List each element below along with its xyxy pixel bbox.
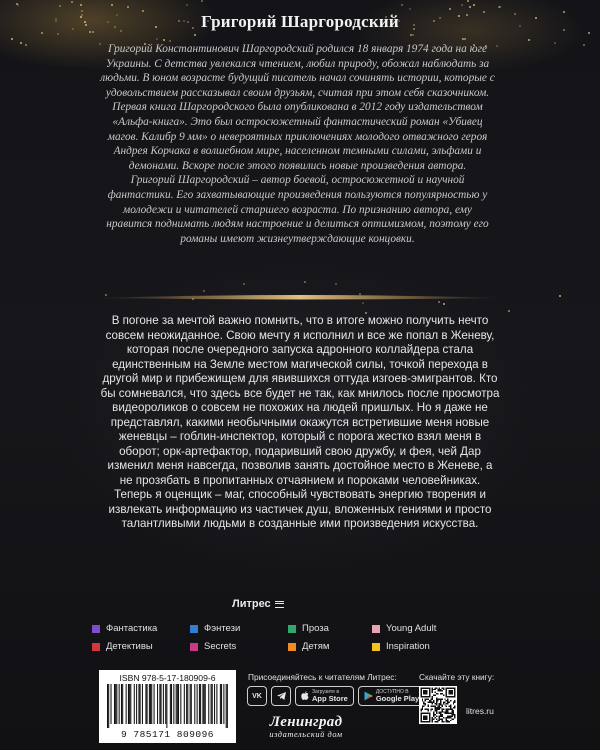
sparkle — [464, 38, 466, 40]
genre-item — [92, 623, 190, 634]
sparkle — [16, 3, 18, 5]
barcode-bar — [178, 684, 179, 724]
isbn-label: ISBN 978-5-17-180909-6 — [119, 673, 216, 683]
join-text: Присоединяйтесь к читателям Литрес: — [248, 672, 397, 682]
barcode-bar — [176, 684, 177, 724]
sparkle — [461, 4, 463, 6]
barcode-number: 9 785171 809096 — [120, 729, 214, 740]
genre-label: Secrets — [204, 641, 237, 652]
genre-item — [372, 623, 472, 634]
genre-label: Фэнтези — [204, 623, 241, 634]
sparkle — [156, 38, 158, 40]
apple-icon — [301, 691, 309, 701]
sparkle — [499, 6, 501, 8]
barcode-bar — [220, 684, 221, 724]
sparkle — [528, 39, 530, 41]
barcode-bar — [114, 684, 115, 724]
genre-swatch — [92, 643, 100, 651]
barcode-bar — [128, 684, 129, 724]
bio-paragraph: Григорий Константинович Шаргородский родился 18 января 1974 года на юге Украины. С детства увлекался чтением, любил природу, обожал наблюдать за людьми. В юном возрасте будущий писатель начал сочинять истории, которые с удовольствием рассказывал своим друзьям, считая при этом себя сказочником. — [100, 43, 495, 99]
bio-paragraph: Григорий Шаргородский – автор боевой, остросюжетной и научной фантастики. Его захватывающие произведения пользуются популярностью у молодежи и читателей старшего возраста. По признанию автора, ему нравится поднимать людям настроение и делиться оптимизмом, поэтому его романы имеют жизнеутверждающие концовки. — [106, 174, 489, 245]
barcode-bar — [119, 684, 120, 724]
publisher-logo — [251, 714, 361, 739]
genre-legend — [92, 623, 492, 652]
genre-item — [288, 623, 372, 634]
genre-swatch — [288, 625, 296, 633]
sparkle — [409, 8, 411, 10]
sparkle — [201, 0, 203, 2]
barcode-bar — [205, 684, 206, 724]
author-title: Григорий Шаргородский — [201, 12, 399, 31]
sparkle — [583, 44, 585, 46]
genre-item — [372, 641, 472, 652]
barcode-bar — [161, 684, 162, 724]
genre-swatch — [372, 643, 380, 651]
barcode-bar — [136, 684, 137, 724]
sparkle — [412, 34, 414, 36]
barcode-bar — [197, 684, 198, 724]
barcode-bar — [200, 684, 201, 724]
barcode-bar — [226, 684, 227, 728]
bio-paragraph: Первая книга Шаргородского была опубликована в 2012 году издательством «Альфа-книга». Это был остросюжетный фантастический роман «Убивец магов. Калибр 9 мм» о невероятных приключениях молодого отважного героя Андрея Корчака в волшебном мире, населенном темными силами, эльфами и демонами. Вскоре после этого появились новые произведения автора. — [107, 101, 488, 172]
barcode-bar — [204, 684, 205, 724]
barcode-bar — [121, 684, 122, 724]
vk-icon[interactable]: VK — [247, 686, 267, 706]
sparkle — [11, 38, 13, 40]
barcode-bar — [151, 684, 152, 724]
sparkle — [467, 0, 469, 2]
barcode-bar — [150, 684, 151, 724]
sparkle — [127, 6, 129, 8]
sparkle — [335, 283, 337, 285]
sparkle — [17, 4, 19, 6]
genre-item — [92, 641, 190, 652]
barcode-bar — [126, 684, 127, 724]
sparkle — [111, 4, 113, 6]
barcode-bar — [202, 684, 203, 724]
genre-swatch — [288, 643, 296, 651]
genre-item — [190, 623, 288, 634]
sparkle — [243, 283, 245, 285]
genre-swatch — [190, 643, 198, 651]
author-bio — [100, 42, 495, 246]
appstore-small: Загрузите в — [312, 689, 339, 695]
app-store-badge[interactable] — [295, 686, 354, 706]
barcode-bar — [147, 684, 148, 724]
barcode-bar — [116, 684, 117, 724]
sparkle — [473, 4, 475, 6]
sparkle — [508, 310, 510, 312]
sparkle — [462, 38, 464, 40]
sparkle — [401, 4, 403, 6]
barcode-bar — [171, 684, 172, 724]
sparkle — [163, 39, 165, 41]
sparkle — [20, 42, 22, 44]
barcode-bar — [223, 684, 224, 724]
barcode-bar — [191, 684, 192, 724]
barcode-bar — [177, 684, 178, 724]
barcode-bar — [221, 684, 222, 724]
sparkle — [80, 4, 82, 6]
barcode-bar — [149, 684, 150, 724]
genre-label: Inspiration — [386, 641, 430, 652]
sparkle — [554, 42, 556, 44]
site-link[interactable]: litres.ru — [466, 706, 494, 716]
sparkle — [194, 34, 196, 36]
barcode-bar — [199, 684, 200, 724]
barcode-bar — [134, 684, 135, 724]
barcode-bar — [166, 684, 167, 728]
barcode-bar — [165, 684, 166, 724]
genre-label: Проза — [302, 623, 329, 634]
sparkle — [304, 281, 306, 283]
menu-bars-icon — [275, 601, 284, 608]
qr-code-icon[interactable] — [419, 686, 457, 724]
barcode-bar — [170, 684, 171, 724]
sparkle — [25, 44, 27, 46]
sparkle — [71, 1, 73, 3]
barcode-bar — [110, 684, 111, 724]
genre-label: Фантастика — [106, 623, 158, 634]
sparkle — [559, 295, 561, 297]
appstore-big: App Store — [312, 694, 348, 703]
genre-label: Young Adult — [386, 623, 437, 634]
genre-swatch — [190, 625, 198, 633]
sparkle — [41, 32, 43, 34]
brand-label: Литрес — [232, 598, 271, 610]
genre-label: Детям — [302, 641, 330, 652]
barcode-bar — [187, 684, 188, 724]
barcode-bar — [115, 684, 116, 724]
sparkle — [469, 6, 471, 8]
barcode-bar — [186, 684, 187, 724]
barcode-bar — [227, 684, 228, 728]
google-play-icon — [364, 691, 373, 701]
barcode-bar — [154, 684, 155, 724]
litres-brand[interactable] — [232, 598, 284, 610]
barcode-bar — [173, 684, 174, 724]
barcode-bar — [211, 684, 212, 724]
genre-item — [190, 641, 288, 652]
book-blurb: В погоне за мечтой важно помнить, что в итоге можно получить нечто совсем неожиданное. Свою мечту я исполнил и все же попал в Женеву, которая после очередного запуска адронного коллайдера стала единственным на Земле местом магической силы, точкой перехода в другой мир и прибежищем для явившихся оттуда изгоев-эмигрантов. Кто бы сомневался, что здесь все будет не так, как мнилось после просмотра видеороликов о совсем не похожих на людей пришлых. Но я даже не представлял, какими необычными окажутся встретившие меня новые женевцы – гоблин-инспектор, который с порога жестко взял меня в оборот; орк-артефактор, подаривший свою дружбу, и фея, чей Дар изменил меня навсегда, позволив занять достойное место в Женеве, а не прозябать в пропитанных отчаянием и пороками человейниках. Теперь я оценщик – маг, способный чувствовать энергию творения и извлекать информацию из частичек душ, вложенных гениями и просто талантливыми людьми в созданные ими произведения искусства. — [100, 314, 500, 530]
genre-swatch — [372, 625, 380, 633]
genre-swatch — [92, 625, 100, 633]
genre-label: Детективы — [106, 641, 153, 652]
publisher-subtitle: издательский дом — [269, 730, 343, 739]
ornament-divider — [95, 292, 505, 304]
genre-item — [288, 641, 372, 652]
download-text: Скачайте эту книгу: — [419, 672, 495, 682]
barcode-bar — [107, 684, 108, 728]
barcode-bar — [212, 684, 213, 724]
publisher-name: Ленинград — [269, 714, 343, 730]
sparkle — [449, 8, 451, 10]
barcode-bar — [184, 684, 185, 724]
barcode-bar — [163, 684, 164, 724]
barcode-bar — [208, 684, 209, 724]
sparkle — [186, 4, 188, 6]
telegram-icon[interactable] — [271, 686, 291, 706]
google-play-badge[interactable] — [358, 686, 425, 706]
barcode-bar — [122, 684, 123, 724]
isbn-barcode-box — [99, 670, 236, 743]
barcode-icon — [107, 684, 228, 728]
barcode-bar — [194, 684, 195, 724]
sparkle — [496, 45, 498, 47]
barcode-bar — [180, 684, 181, 724]
barcode-bar — [108, 684, 109, 728]
googleplay-big: Google Play — [375, 694, 420, 703]
barcode-bar — [216, 684, 217, 724]
googleplay-small: ДОСТУПНО В — [375, 689, 409, 695]
barcode-bar — [138, 684, 139, 724]
barcode-bar — [159, 684, 160, 724]
barcode-bar — [214, 684, 215, 724]
sparkle — [588, 32, 590, 34]
barcode-bar — [130, 684, 131, 724]
sparkle — [57, 33, 59, 35]
barcode-bar — [142, 684, 143, 724]
barcode-bar — [190, 684, 191, 724]
social-links — [247, 686, 425, 706]
barcode-bar — [140, 684, 141, 724]
barcode-bar — [129, 684, 130, 724]
sparkle — [59, 5, 61, 7]
barcode-bar — [145, 684, 146, 724]
barcode-bar — [157, 684, 158, 724]
